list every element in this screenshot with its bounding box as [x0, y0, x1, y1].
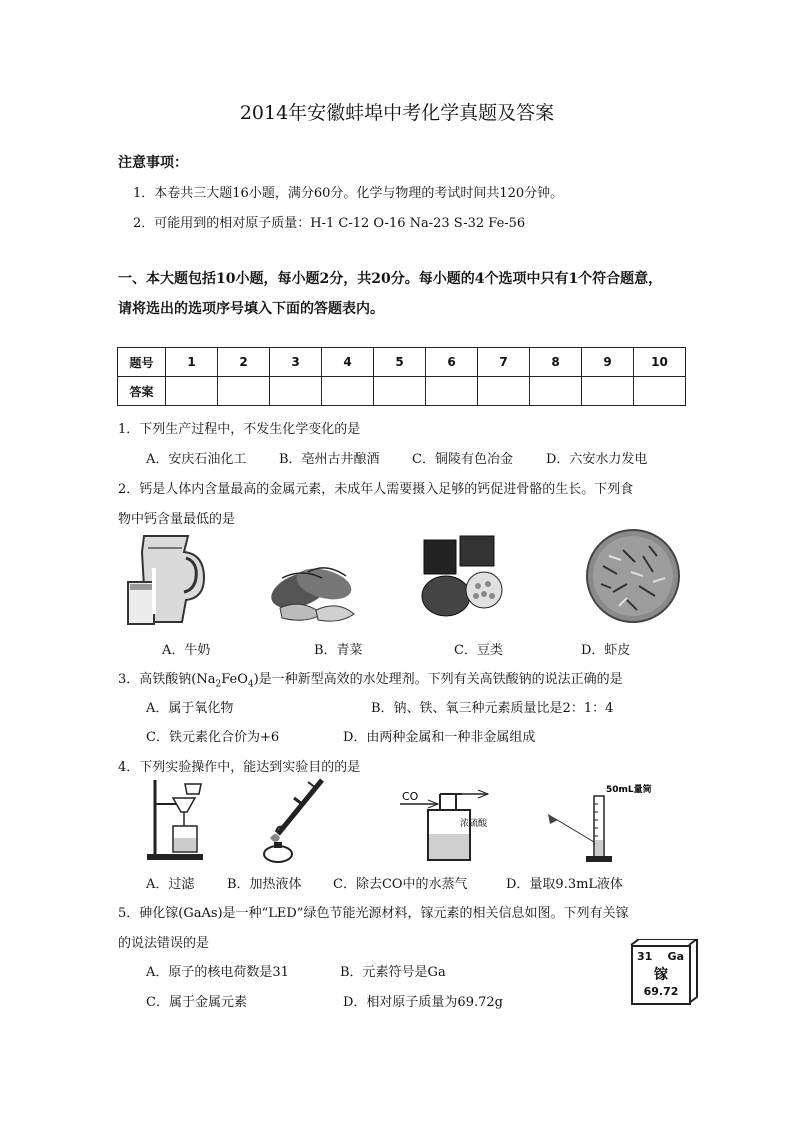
subscript: 4 [247, 679, 254, 690]
question-number-cell: 5 [374, 348, 426, 377]
question-number-cell: 4 [322, 348, 374, 377]
option-d: D．虾皮 [581, 643, 631, 658]
question-stem: 物中钙含量最低的是 [118, 512, 236, 527]
stem-text: )是一种新型高效的水处理剂。下列有关高铁酸钠的说法正确的是 [253, 672, 623, 687]
atomic-number: 31 [637, 950, 653, 963]
option-a: A．属于氧化物 [146, 701, 234, 716]
option-d: D．相对原子质量为69.72g [343, 995, 503, 1010]
option-a: A．安庆石油化工 [146, 452, 247, 467]
option-a: A．过滤 [146, 877, 195, 892]
co-label: CO [402, 790, 419, 803]
question-number-cell: 2 [218, 348, 270, 377]
table-header-cell: 题号 [118, 348, 166, 377]
answer-cell[interactable] [322, 377, 374, 406]
table-row [118, 348, 686, 377]
element-card-ga [631, 945, 691, 1005]
acid-label: 浓硫酸 [460, 819, 488, 829]
option-c: C．除去CO中的水蒸气 [333, 877, 468, 892]
table-row [118, 377, 686, 406]
answer-cell[interactable] [634, 377, 686, 406]
question-number-cell: 7 [478, 348, 530, 377]
question-number-cell: 9 [582, 348, 634, 377]
answer-cell[interactable] [478, 377, 530, 406]
filtration-apparatus-image [145, 776, 209, 864]
question-number-cell: 8 [530, 348, 582, 377]
option-d: D．六安水力发电 [546, 452, 648, 467]
option-d: D．量取9.3mL液体 [506, 877, 624, 892]
atomic-mass: 69.72 [643, 985, 679, 998]
option-c: C．豆类 [454, 643, 503, 658]
option-a: A．牛奶 [162, 643, 211, 658]
section-heading: 一、本大题包括10小题，每小题2分，共20分。每小题的4个选项中只有1个符合题意， [118, 271, 663, 287]
option-b: B．加热液体 [227, 877, 302, 892]
option-b: B．钠、铁、氧三种元素质量比是2：1：4 [371, 701, 614, 716]
answer-table [117, 347, 686, 406]
question-number-cell: 1 [166, 348, 218, 377]
graduated-cylinder-image [542, 780, 652, 866]
table-header-cell: 答案 [118, 377, 166, 406]
option-c: C．铜陵有色冶金 [412, 452, 513, 467]
stem-text: FeO [221, 672, 248, 687]
beans-image [418, 532, 510, 622]
section-heading: 请将选出的选项序号填入下面的答题表内。 [118, 301, 384, 317]
answer-cell[interactable] [374, 377, 426, 406]
notice-item: 1．本卷共三大题16小题，满分60分。化学与物理的考试时间共120分钟。 [133, 186, 564, 201]
answer-cell[interactable] [530, 377, 582, 406]
question-number-cell: 10 [634, 348, 686, 377]
vegetable-image [262, 548, 362, 628]
question-stem: 的说法错误的是 [118, 936, 210, 951]
question-number-cell: 6 [426, 348, 478, 377]
answer-cell[interactable] [218, 377, 270, 406]
gas-washing-bottle-image [398, 780, 494, 864]
subscript: 2 [215, 679, 222, 690]
question-stem [118, 668, 623, 690]
question-number-cell: 3 [270, 348, 322, 377]
element-symbol: Ga [667, 950, 684, 963]
option-b: B．元素符号是Ga [340, 965, 446, 980]
notice-item: 2．可能用到的相对原子质量：H-1 C-12 O-16 Na-23 S-32 Fe-56 [133, 216, 526, 231]
option-a: A．原子的核电荷数是31 [146, 965, 289, 980]
option-b: B．青菜 [314, 643, 363, 658]
option-c: C．铁元素化合价为+6 [146, 730, 280, 745]
question-stem: 5．砷化镓(GaAs)是一种“LED”绿色节能光源材料，镓元素的相关信息如图。下列有关镓 [118, 906, 629, 921]
notice-heading: 注意事项： [118, 155, 188, 171]
element-name: 镓 [654, 967, 668, 983]
shrimp-skin-image [583, 526, 683, 626]
milk-image [124, 528, 210, 628]
answer-cell[interactable] [270, 377, 322, 406]
question-stem: 4．下列实验操作中，能达到实验目的的是 [118, 760, 361, 775]
cylinder-label: 50mL量筒 [606, 785, 652, 795]
answer-cell[interactable] [582, 377, 634, 406]
answer-cell[interactable] [426, 377, 478, 406]
heating-liquid-image [256, 776, 326, 866]
page-title: 2014年安徽蚌埠中考化学真题及答案 [239, 102, 555, 124]
option-c: C．属于金属元素 [146, 995, 247, 1010]
option-b: B．亳州古井酿酒 [279, 452, 380, 467]
question-stem: 1．下列生产过程中，不发生化学变化的是 [118, 422, 361, 437]
stem-text: 3．高铁酸钠(Na [118, 672, 216, 687]
option-d: D．由两种金属和一种非金属组成 [343, 730, 536, 745]
question-stem: 2．钙是人体内含量最高的金属元素，未成年人需要摄入足够的钙促进骨骼的生长。下列食 [118, 482, 634, 497]
answer-cell[interactable] [166, 377, 218, 406]
